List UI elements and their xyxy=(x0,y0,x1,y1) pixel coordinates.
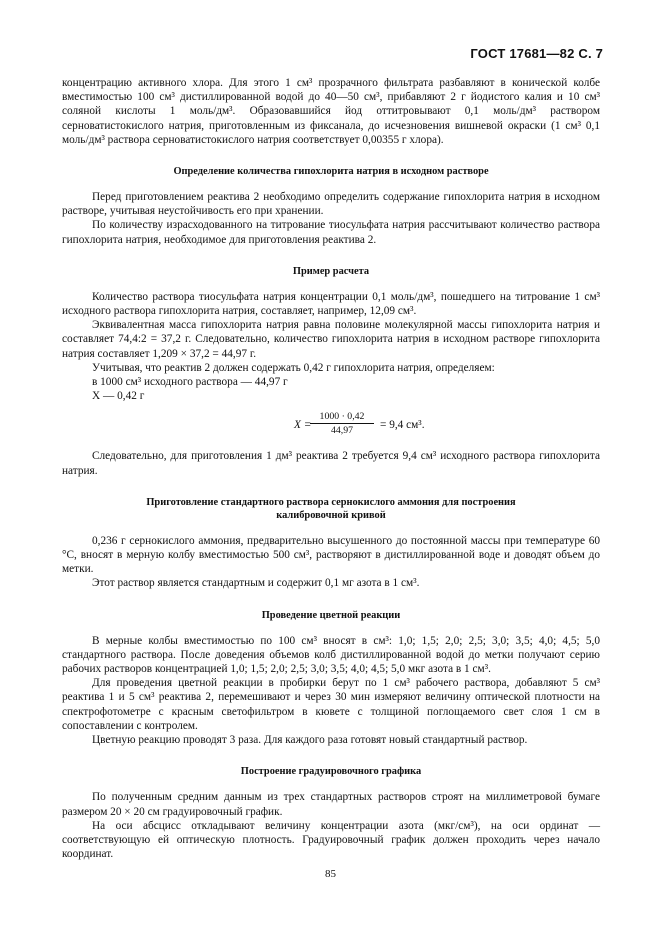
paragraph: В мерные колбы вместимостью по 100 см³ вносят в см³: 1,0; 1,5; 2,0; 2,5; 3,0; 3,5; 4,0; 4,5; 5,0 стандартного раствора. После доведения объемов колб дистиллированной водой до метки получают серию рабочих растворов концентрацией 1,0; 1,5; 2,0; 2,5; 3,0; 3,5; 4,0; 4,5; 5,0 мкг азота в 1 см³. xyxy=(62,634,600,676)
paragraph: Следовательно, для приготовления 1 дм³ реактива 2 требуется 9,4 см³ исходного раствора гипохлорита натрия. xyxy=(62,450,600,477)
heading-line: Приготовление стандартного раствора сернокислого аммония для построения xyxy=(146,496,516,508)
section-heading-calibration-graph: Построение градуировочного графика xyxy=(240,766,422,778)
formula-fraction xyxy=(310,410,374,437)
heading-line: калибровочной кривой xyxy=(276,509,386,521)
formula-numerator: 1000 · 0,42 xyxy=(310,410,374,424)
running-header: ГОСТ 17681—82 С. 7 xyxy=(470,46,603,61)
page-body xyxy=(62,76,600,861)
paragraph: 0,236 г сернокислого аммония, предварительно высушенного до постоянной массы при температуре 60 °С, вносят в мерную колбу вместимостью 500 см³, растворяют в дистиллированной воде и доводят объем до метки. xyxy=(62,534,600,576)
paragraph: По количеству израсходованного на титрование тиосульфата натрия рассчитывают количество раствора гипохлорита натрия, необходимое для приготовления реактива 2. xyxy=(62,219,600,246)
paragraph: Для проведения цветной реакции в пробирки берут по 1 см³ рабочего раствора, добавляют 5 см³ реактива 1 и 5 см³ реактива 2, перемешивают и через 30 мин измеряют величину оптической плотности на спектрофотометре с красным светофильтром в кювете с толщиной поглощаемого свет слоя 1 см в сопоставлении с контролем. xyxy=(62,677,600,732)
calculation-formula xyxy=(62,409,600,441)
formula-denominator: 44,97 xyxy=(330,425,354,437)
section-heading-example: Пример расчета xyxy=(292,265,370,277)
paragraph: Учитывая, что реактив 2 должен содержать 0,42 г гипохлорита натрия, определяем: xyxy=(92,361,495,374)
proportion-line-1: в 1000 см³ исходного раствора — 44,97 г xyxy=(92,376,288,389)
formula-result: = 9,4 см³. xyxy=(380,419,425,432)
paragraph: Цветную реакцию проводят 3 раза. Для каждого раза готовят новый стандартный раствор. xyxy=(92,734,528,747)
paragraph: Перед приготовлением реактива 2 необходимо определить содержание гипохлорита натрия в исходном растворе, учитывая неустойчивость его при хранении. xyxy=(62,191,600,218)
formula-lhs: X = xyxy=(294,419,312,432)
paragraph: На оси абсцисс откладывают величину концентрации азота (мкг/см³), на оси ординат — соответствующую ей оптическую плотность. Градуировочный график должен проходить через начало координат. xyxy=(62,819,600,861)
paragraph: Количество раствора тиосульфата натрия концентрации 0,1 моль/дм³, пошедшего на титрование 1 см³ исходного раствора гипохлорита натрия, составляет, например, 12,09 см³. xyxy=(62,290,600,318)
proportion-line-2: X — 0,42 г xyxy=(92,390,145,403)
section-heading-color-reaction: Проведение цветной реакции xyxy=(261,609,401,621)
paragraph: По полученным средним данным из трех стандартных растворов строят на миллиметровой бумаге размером 20 × 20 см градуировочный график. xyxy=(62,791,600,818)
paragraph: Эквивалентная масса гипохлорита натрия равна половине молекулярной массы гипохлорита натрия и составляет 74,4:2 = 37,2 г. Следовательно, количество гипохлорита натрия в исходном растворе гипохлорита натрия составляет 1,209 × 37,2 = 44,97 г. xyxy=(62,319,600,360)
page-number: 85 xyxy=(325,868,336,880)
intro-paragraph: концентрацию активного хлора. Для этого 1 см³ прозрачного фильтрата разбавляют в конической колбе вместимостью 100 см³ дистиллированной водой до 40—50 см³, прибавляют 2 г йодистого калия и 10 см³ соляной кислоты 1 моль/дм³. Образовавшийся йод оттитровывают 0,1 моль/дм³ раствором серноватистокислого натрия, приготовленным из фиксанала, до исчезновения вишневой окраски (1 см³ 0,1 моль/дм³ раствора серноватистокислого натрия соответствует 0,00355 г хлора). xyxy=(62,77,600,146)
section-heading-hypochlorite: Определение количества гипохлорита натрия в исходном растворе xyxy=(173,166,489,178)
paragraph: Этот раствор является стандартным и содержит 0,1 мг азота в 1 см³. xyxy=(92,577,420,590)
section-heading-standard-solution xyxy=(62,496,600,522)
